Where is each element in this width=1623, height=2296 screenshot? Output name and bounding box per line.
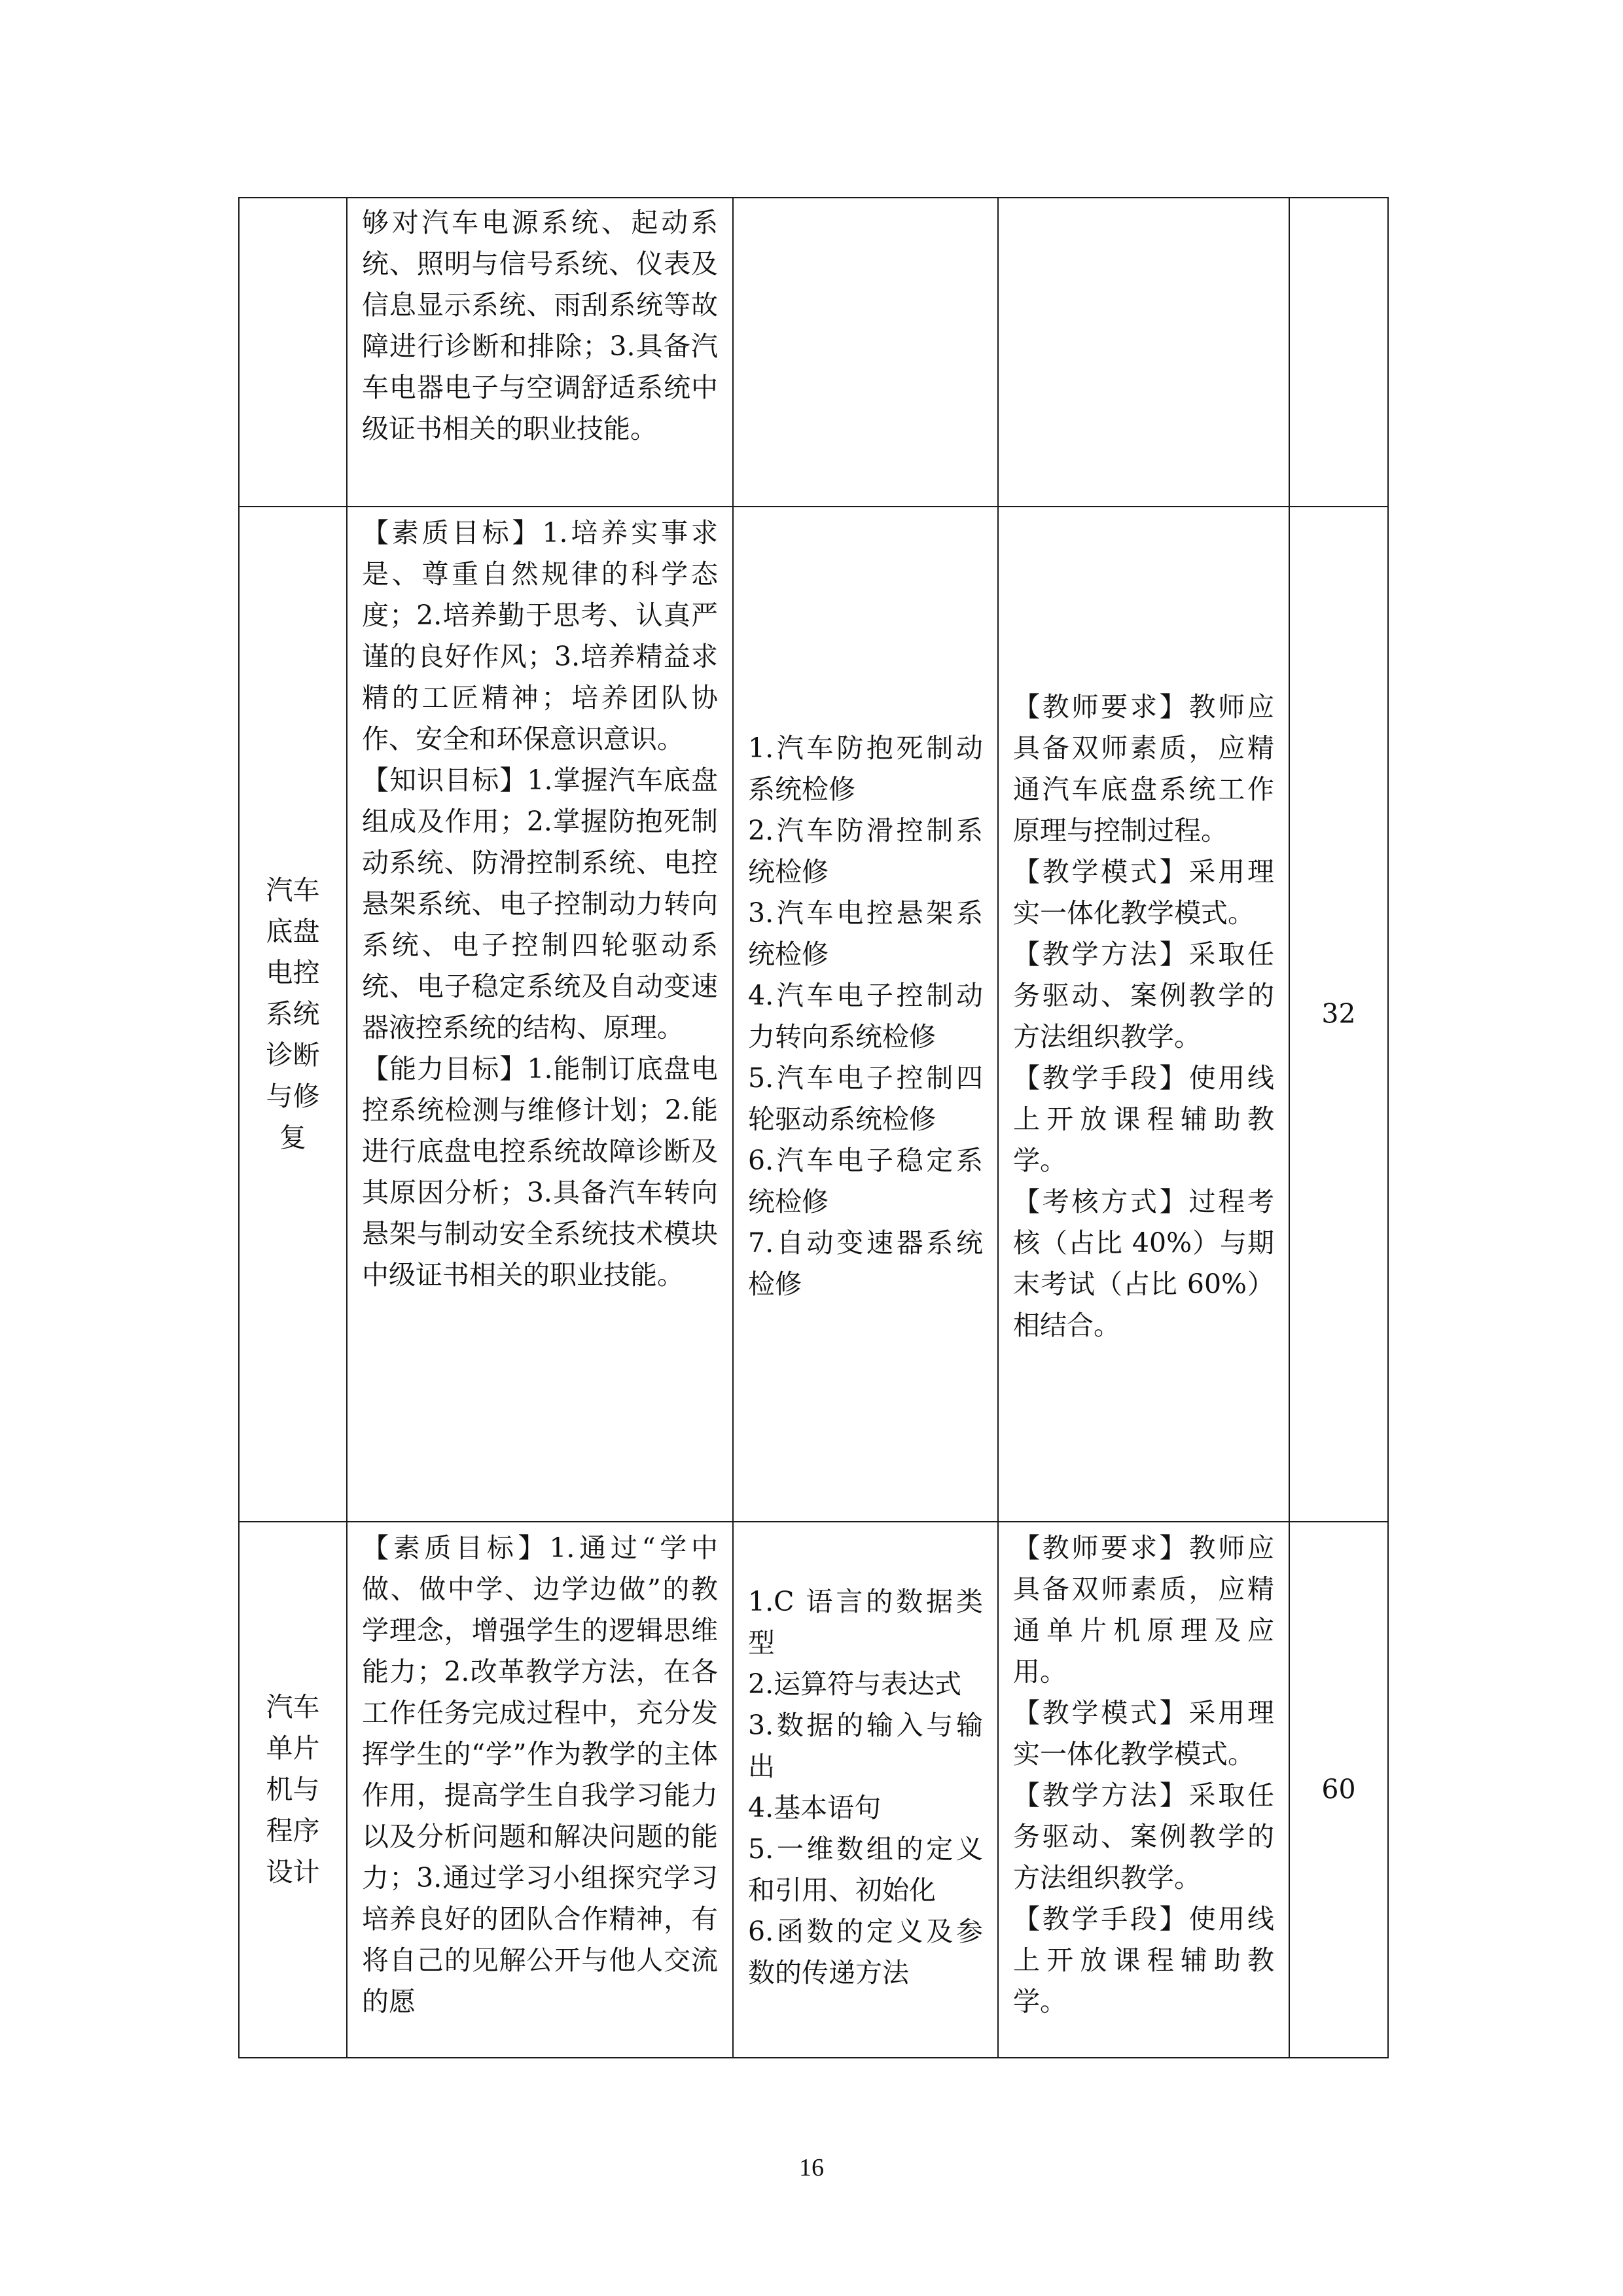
requirements-cell	[998, 1522, 1289, 2058]
course-name-cell	[239, 507, 347, 1522]
content-cell	[733, 198, 998, 507]
teaching-requirements	[999, 198, 1289, 202]
hours-cell	[1289, 507, 1388, 1522]
table-row	[239, 198, 1388, 507]
requirements-cell	[998, 507, 1289, 1522]
course-goals: 【素质目标】1.培养实事求是、尊重自然规律的科学态度；2.培养勤于思考、认真严谨的良好作风；3.培养精益求精的工匠精神；培养团队协作、安全和环保意识意识。 【知识目标】1.掌握汽车底盘组成及作用；2.掌握防抱死制动系统、防滑控制系统、电控悬架系统、电子控制动力转向系统、电子控制四轮驱动系统、电子稳定系统及自动变速器液控系统的结构、原理。 【能力目标】1.能制订底盘电控系统检测与维修计划；2.能进行底盘电控系统故障诊断及其原因分析；3.具备汽车转向悬架与制动安全系统技术模块中级证书相关的职业技能。	[362, 517, 718, 1291]
course-name-cell	[239, 1522, 347, 2058]
course-content: 1.汽车防抱死制动系统检修 2.汽车防滑控制系统检修 3.汽车电控悬架系统检修 4.汽车电子控制动力转向系统检修 5.汽车电子控制四轮驱动系统检修 6.汽车电子稳定系统检修 7.自动变速器系统检修	[748, 732, 983, 1300]
teaching-requirements: 【教师要求】教师应具备双师素质，应精通汽车底盘系统工作原理与控制过程。 【教学模式】采用理实一体化教学模式。 【教学方法】采取任务驱动、案例教学的方法组织教学。 【教学手段】使用线上开放课程辅助教学。 【考核方式】过程考核（占比 40%）与期末考试（占比 60%）相结合。	[1013, 691, 1274, 1341]
hours-cell	[1289, 1522, 1388, 2058]
course-name: 汽车底盘电控系统诊断与修复	[266, 874, 320, 1153]
course-hours: 60	[1321, 1774, 1356, 1805]
content-cell	[733, 1522, 998, 2058]
hours-cell	[1289, 198, 1388, 507]
course-hours: 32	[1321, 998, 1356, 1030]
course-name-cell	[239, 198, 347, 507]
course-goals: 够对汽车电源系统、起动系统、照明与信号系统、仪表及信息显示系统、雨刮系统等故障进行诊断和排除；3.具备汽车电器电子与空调舒适系统中级证书相关的职业技能。	[362, 207, 718, 444]
course-table	[238, 197, 1389, 2058]
course-name: 汽车单片机与程序设计	[266, 1691, 320, 1888]
goals-cell	[347, 198, 733, 507]
goals-cell	[347, 1522, 733, 2058]
page-number: 16	[799, 2154, 824, 2181]
table-row	[239, 507, 1388, 1522]
course-content: 1.C 语言的数据类型 2.运算符与表达式 3.数据的输入与输出 4.基本语句 5.一维数组的定义和引用、初始化 6.函数的定义及参数的传递方法	[748, 1586, 983, 1988]
teaching-requirements: 【教师要求】教师应具备双师素质，应精通单片机原理及应用。 【教学模式】采用理实一体化教学模式。 【教学方法】采取任务驱动、案例教学的方法组织教学。 【教学手段】使用线上开放课程辅助教学。	[1013, 1532, 1274, 2017]
goals-cell	[347, 507, 733, 1522]
course-content	[734, 198, 997, 202]
course-goals: 【素质目标】1.通过“学中做、做中学、边学边做”的教学理念，增强学生的逻辑思维能力；2.改革教学方法，在各工作任务完成过程中，充分发挥学生的“学”作为教学的主体作用，提高学生自我学习能力以及分析问题和解决问题的能力；3.通过学习小组探究学习培养良好的团队合作精神，有将自己的见解公开与他人交流的愿	[362, 1532, 718, 2017]
content-cell	[733, 507, 998, 1522]
table-row	[239, 1522, 1388, 2058]
requirements-cell	[998, 198, 1289, 507]
